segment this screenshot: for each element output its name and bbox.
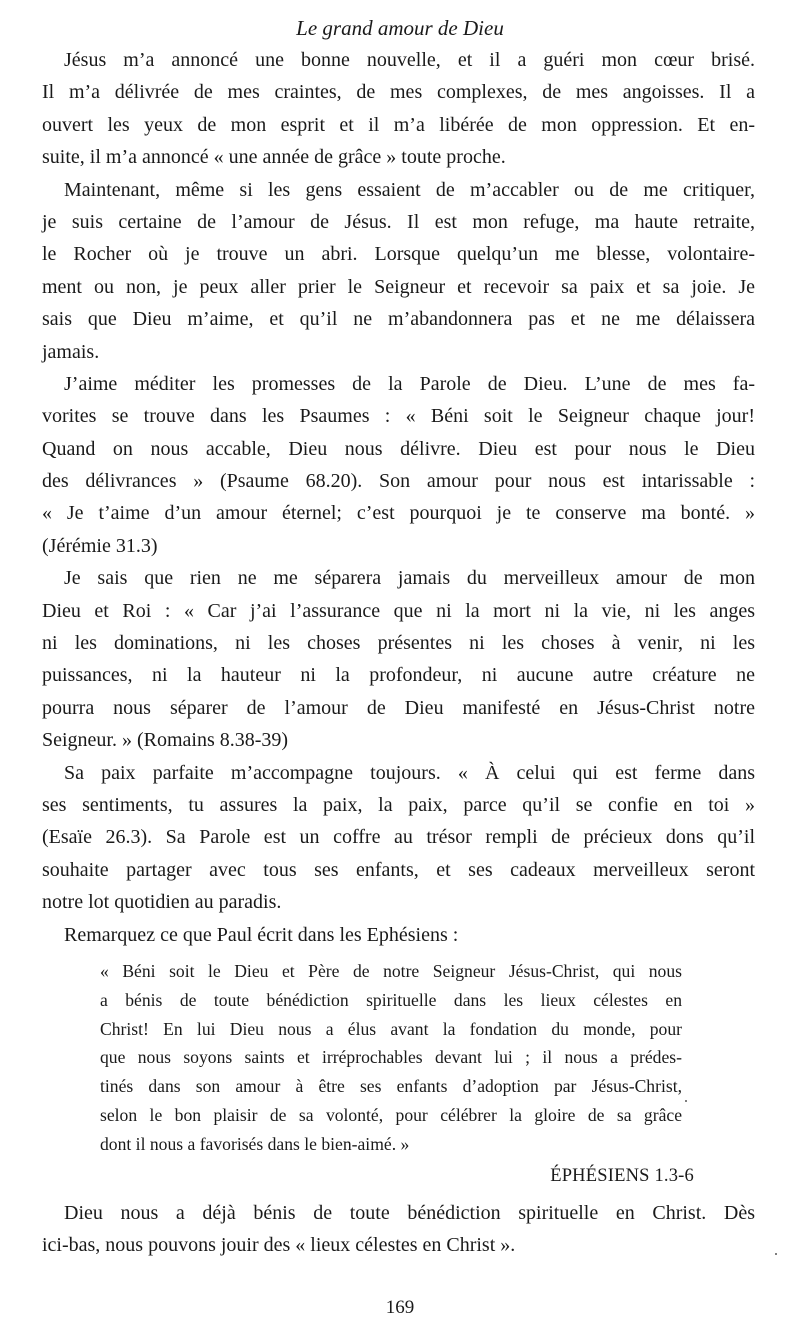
text-line: souhaite partager avec tous ses enfants, et ses cadeaux merveilleux seront [42,858,755,881]
paragraph-2 [42,174,755,368]
quote-line: dont il nous a favorisés dans le bien-aimé. » [100,1133,410,1154]
text-line: Remarquez ce que Paul écrit dans les Ephésiens : [64,923,459,946]
scan-speck [775,1253,777,1255]
scan-speck [685,1100,687,1102]
paragraph-6 [42,919,755,951]
text-line: Je sais que rien ne me séparera jamais du merveilleux amour de mon [64,567,755,590]
quote-line: Christ! En lui Dieu nous a élus avant la fondation du monde, pour [100,1018,682,1039]
text-line: ni les dominations, ni les choses présentes ni les choses à venir, ni les [42,632,755,655]
text-line: Maintenant, même si les gens essaient de m’accabler ou de me critiquer, [64,178,755,201]
text-line: ici-bas, nous pouvons jouir des « lieux célestes en Christ ». [42,1233,516,1256]
block-quote [100,957,682,1159]
quote-line: « Béni soit le Dieu et Père de notre Seigneur Jésus-Christ, qui nous [100,960,682,981]
text-line: pourra nous séparer de l’amour de Dieu manifesté en Jésus-Christ notre [42,696,755,719]
text-line: des délivrances » (Psaume 68.20). Son amour pour nous est intarissable : [42,470,755,493]
text-line: ses sentiments, tu assures la paix, la paix, parce qu’il se confie en toi » [42,793,755,816]
paragraph-7 [42,1197,755,1262]
text-line: sais que Dieu m’aime, et qu’il ne m’abandonnera pas et ne me délaissera [42,308,755,331]
text-line: « Je t’aime d’un amour éternel; c’est pourquoi je te conserve ma bonté. » [42,502,755,525]
text-line: Seigneur. » (Romains 8.38-39) [42,729,289,752]
quote-line: que nous soyons saints et irréprochables devant lui ; il nous a prédes- [100,1047,682,1068]
text-line: Dieu et Roi : « Car j’ai l’assurance que ni la mort ni la vie, ni les anges [42,599,755,622]
quote-line: a bénis de toute bénédiction spirituelle dans les lieux célestes en [100,989,682,1010]
text-line: puissances, ni la hauteur ni la profondeur, ni aucune autre créature ne [42,664,755,687]
page-title: Le grand amour de Dieu [296,16,504,40]
text-line: notre lot quotidien au paradis. [42,891,282,914]
text-line: Jésus m’a annoncé une bonne nouvelle, et il a guéri mon cœur brisé. [64,49,755,71]
text-line: Sa paix parfaite m’accompagne toujours. « À celui qui est ferme dans [64,761,755,784]
text-line: je suis certaine de l’amour de Jésus. Il est mon refuge, ma haute retraite, [42,210,755,233]
paragraph-3 [42,368,755,562]
text-line: ment ou non, je peux aller prier le Seigneur et recevoir sa paix et sa joie. Je [42,275,755,298]
text-line: J’aime méditer les promesses de la Parole de Dieu. L’une de mes fa- [64,372,755,395]
text-line: (Esaïe 26.3). Sa Parole est un coffre au trésor rempli de précieux dons qu’il [42,826,755,849]
text-line: le Rocher où je trouve un abri. Lorsque quelqu’un me blesse, volontaire- [42,243,755,266]
paragraph-5 [42,757,755,919]
text-line: ouvert les yeux de mon esprit et il m’a libérée de mon oppression. Et en- [42,113,755,136]
paragraph-1 [42,44,755,174]
text-line: Dieu nous a déjà bénis de toute bénédiction spirituelle en Christ. Dès [64,1201,755,1224]
quote-line: selon le bon plaisir de sa volonté, pour célébrer la gloire de sa grâce [100,1104,682,1125]
text-line: Il m’a délivrée de mes craintes, de mes complexes, de mes angoisses. Il a [42,81,755,104]
page-number: 169 [385,1297,415,1319]
text-line: jamais. [42,340,100,363]
paragraph-4 [42,562,755,756]
text-line: suite, il m’a annoncé « une année de grâce » toute proche. [42,146,506,169]
quote-reference: ÉPHÉSIENS 1.3-6 [550,1165,694,1186]
text-line: Quand on nous accable, Dieu nous délivre. Dieu est pour nous le Dieu [42,437,755,460]
text-line: vorites se trouve dans les Psaumes : « Béni soit le Seigneur chaque jour! [42,405,755,428]
quote-line: tinés dans son amour à être ses enfants d’adoption par Jésus-Christ, [100,1076,682,1097]
text-line: (Jérémie 31.3) [42,534,158,557]
